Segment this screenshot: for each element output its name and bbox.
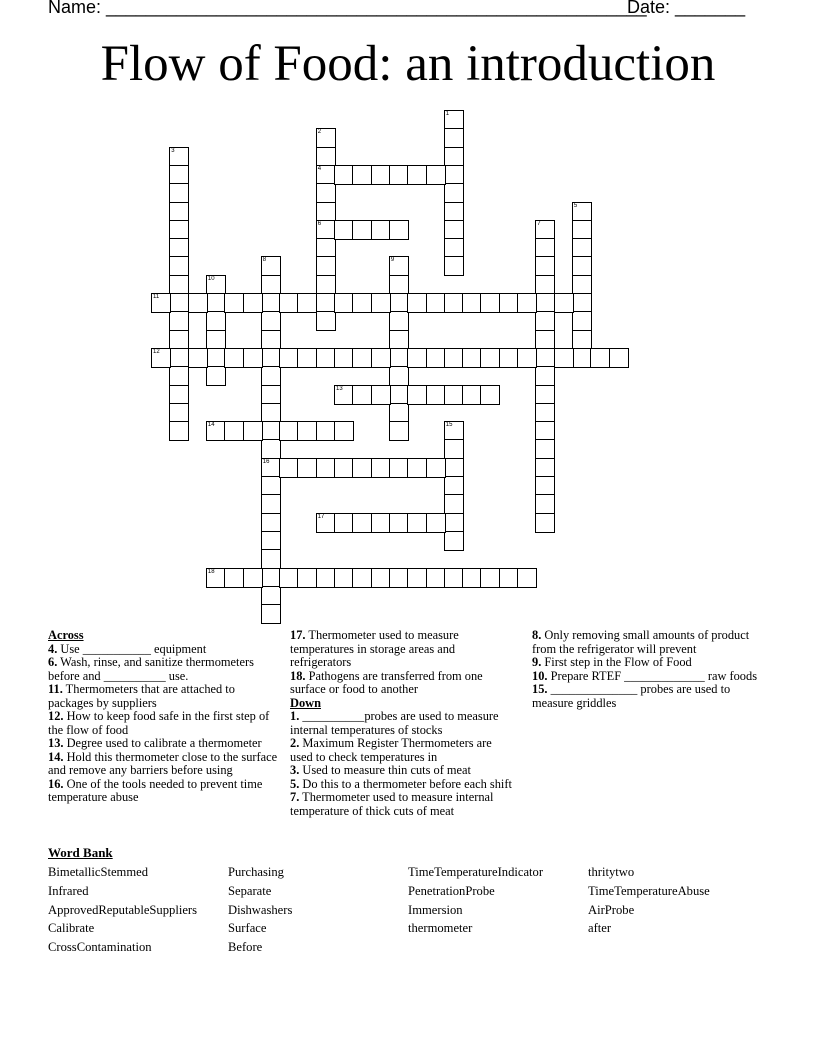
crossword-cell[interactable] xyxy=(572,311,592,331)
crossword-cell[interactable] xyxy=(371,165,391,185)
crossword-cell[interactable] xyxy=(535,348,555,368)
clue-down-3: 3. Used to measure thin cuts of meat xyxy=(290,763,471,777)
crossword-cell[interactable] xyxy=(334,165,354,185)
crossword-cell[interactable] xyxy=(389,385,409,405)
crossword-cell[interactable] xyxy=(188,348,208,368)
clue-number: 6 xyxy=(317,220,322,227)
crossword-cell[interactable] xyxy=(279,348,299,368)
crossword-cell[interactable] xyxy=(316,421,336,441)
crossword-cell[interactable] xyxy=(334,385,354,405)
crossword-cell[interactable] xyxy=(389,568,409,588)
crossword-cell[interactable] xyxy=(261,513,281,533)
crossword-cell[interactable] xyxy=(279,458,299,478)
clue-number: 18 xyxy=(207,568,215,575)
crossword-cell[interactable] xyxy=(261,586,281,606)
crossword-cell[interactable] xyxy=(407,165,427,185)
crossword-cell[interactable] xyxy=(316,348,336,368)
crossword-cell[interactable] xyxy=(389,220,409,240)
crossword-cell[interactable] xyxy=(462,568,482,588)
crossword-cell[interactable] xyxy=(206,275,226,295)
crossword-cell[interactable] xyxy=(499,568,519,588)
name-field-label: Name: ______________________________________________________ xyxy=(48,0,647,17)
crossword-cell[interactable] xyxy=(535,220,555,240)
crossword-cell[interactable] xyxy=(426,293,446,313)
crossword-cell[interactable] xyxy=(535,293,555,313)
crossword-cell[interactable] xyxy=(517,293,537,313)
crossword-cell[interactable] xyxy=(151,348,171,368)
crossword-cell[interactable] xyxy=(535,421,555,441)
clue-down-7: 7. Thermometer used to measure internal temperature of thick cuts of meat xyxy=(290,790,494,818)
crossword-cell[interactable] xyxy=(316,275,336,295)
crossword-cell[interactable] xyxy=(297,568,317,588)
crossword-cell[interactable] xyxy=(535,513,555,533)
crossword-cell[interactable] xyxy=(206,421,226,441)
crossword-cell[interactable] xyxy=(407,348,427,368)
clue-column-1 xyxy=(48,629,280,805)
crossword-cell[interactable] xyxy=(426,348,446,368)
word-bank-column-1 xyxy=(48,863,197,957)
crossword-cell[interactable] xyxy=(279,568,299,588)
crossword-cell[interactable] xyxy=(407,385,427,405)
word-bank-column-4 xyxy=(588,863,710,938)
crossword-cell[interactable] xyxy=(444,256,464,276)
crossword-cell[interactable] xyxy=(444,568,464,588)
clue-down-5: 5. Do this to a thermometer before each shift xyxy=(290,776,512,791)
clue-number: 4 xyxy=(317,165,322,172)
crossword-cell[interactable] xyxy=(572,202,592,222)
word-bank-item: AirProbe xyxy=(588,902,635,917)
crossword-cell[interactable] xyxy=(169,403,189,423)
clue-number: 7 xyxy=(537,220,541,227)
crossword-cell[interactable] xyxy=(462,385,482,405)
crossword-cell[interactable] xyxy=(261,531,281,551)
crossword-cell[interactable] xyxy=(316,238,336,258)
crossword-cell[interactable] xyxy=(261,330,281,350)
crossword-cell[interactable] xyxy=(444,385,464,405)
crossword-cell[interactable] xyxy=(480,348,500,368)
across-heading: Across xyxy=(48,628,84,642)
word-bank-item: ApprovedReputableSuppliers xyxy=(48,902,197,917)
crossword-cell[interactable] xyxy=(261,604,281,624)
word-bank-item: Dishwashers xyxy=(228,902,293,917)
crossword-cell[interactable] xyxy=(316,293,336,313)
word-bank-item: BimetallicStemmed xyxy=(48,865,149,879)
crossword-cell[interactable] xyxy=(572,275,592,295)
crossword-cell[interactable] xyxy=(572,348,592,368)
crossword-cell[interactable] xyxy=(407,568,427,588)
clue-down-1: 1. __________probes are used to measure internal temperatures of stocks xyxy=(290,709,499,737)
crossword-cell[interactable] xyxy=(206,348,226,368)
crossword-cell[interactable] xyxy=(316,183,336,203)
clue-number: 17 xyxy=(317,513,325,520)
clue-down-8: 8. Only removing small amounts of product from the refrigerator will prevent xyxy=(532,628,750,656)
word-bank-column-3 xyxy=(408,863,543,938)
crossword-cell[interactable] xyxy=(389,311,409,331)
crossword-cell[interactable] xyxy=(554,348,574,368)
crossword-cell[interactable] xyxy=(371,220,391,240)
crossword-cell[interactable] xyxy=(188,293,208,313)
crossword-cell[interactable] xyxy=(334,348,354,368)
clue-number: 8 xyxy=(262,257,267,264)
crossword-cell[interactable] xyxy=(554,293,574,313)
crossword-cell[interactable] xyxy=(151,293,171,313)
crossword-cell[interactable] xyxy=(169,366,189,386)
crossword-cell[interactable] xyxy=(243,568,263,588)
word-bank-column-2 xyxy=(228,863,292,957)
clue-number: 5 xyxy=(573,202,578,209)
crossword-cell[interactable] xyxy=(169,293,189,313)
crossword-cell[interactable] xyxy=(444,348,464,368)
crossword-cell[interactable] xyxy=(169,183,189,203)
crossword-cell[interactable] xyxy=(444,439,464,459)
down-heading: Down xyxy=(290,695,321,710)
crossword-cell[interactable] xyxy=(444,202,464,222)
crossword-cell[interactable] xyxy=(169,421,189,441)
clue-number: 9 xyxy=(390,257,395,264)
crossword-cell[interactable] xyxy=(261,275,281,295)
crossword-cell[interactable] xyxy=(535,403,555,423)
crossword-cell[interactable] xyxy=(297,293,317,313)
crossword-cell[interactable] xyxy=(535,458,555,478)
crossword-cell[interactable] xyxy=(243,421,263,441)
crossword-cell[interactable] xyxy=(334,421,354,441)
clue-column-2 xyxy=(290,629,516,818)
crossword-cell[interactable] xyxy=(169,330,189,350)
crossword-cell[interactable] xyxy=(169,275,189,295)
crossword-cell[interactable] xyxy=(444,220,464,240)
crossword-cell[interactable] xyxy=(535,476,555,496)
word-bank-item: thermometer xyxy=(408,921,473,936)
crossword-cell[interactable] xyxy=(261,494,281,514)
clue-number: 13 xyxy=(336,385,343,392)
crossword-cell[interactable] xyxy=(224,293,244,313)
crossword-cell[interactable] xyxy=(261,293,281,313)
crossword-cell[interactable] xyxy=(279,293,299,313)
crossword-cell[interactable] xyxy=(407,513,427,533)
crossword-cell[interactable] xyxy=(426,568,446,588)
crossword-cell[interactable] xyxy=(535,439,555,459)
clue-down-2: 2. Maximum Register Thermometers are used to check temperatures in xyxy=(290,736,492,764)
clue-number: 12 xyxy=(153,348,160,355)
crossword-cell[interactable] xyxy=(462,293,482,313)
clue-down-10: 10. Prepare RTEF _____________ raw foods xyxy=(532,668,758,683)
crossword-cell[interactable] xyxy=(261,256,281,276)
crossword-cell[interactable] xyxy=(444,147,464,167)
crossword-cell[interactable] xyxy=(371,348,391,368)
crossword-cell[interactable] xyxy=(261,421,281,441)
crossword-cell[interactable] xyxy=(535,238,555,258)
crossword-cell[interactable] xyxy=(444,531,464,551)
clue-column-3 xyxy=(532,629,768,710)
crossword-cell[interactable] xyxy=(389,256,409,276)
crossword-cell[interactable] xyxy=(169,220,189,240)
crossword-cell[interactable] xyxy=(334,458,354,478)
crossword-cell[interactable] xyxy=(352,458,372,478)
crossword-cell[interactable] xyxy=(261,385,281,405)
crossword-cell[interactable] xyxy=(261,549,281,569)
word-bank-item: after xyxy=(588,921,612,936)
crossword-cell[interactable] xyxy=(480,385,500,405)
crossword-cell[interactable] xyxy=(224,421,244,441)
crossword-cell[interactable] xyxy=(499,293,519,313)
crossword-cell[interactable] xyxy=(316,202,336,222)
word-bank-heading: Word Bank xyxy=(48,845,113,860)
crossword-cell[interactable] xyxy=(206,330,226,350)
crossword-cell[interactable] xyxy=(352,568,372,588)
clue-across-17: 17. Thermometer used to measure temperatures in storage areas and refrigerators xyxy=(290,628,459,669)
crossword-cell[interactable] xyxy=(407,458,427,478)
crossword-cell[interactable] xyxy=(572,238,592,258)
crossword-cell[interactable] xyxy=(389,348,409,368)
clue-number: 11 xyxy=(153,294,160,300)
crossword-cell[interactable] xyxy=(535,385,555,405)
clue-down-15: 15. ______________ probes are used to measure griddles xyxy=(532,682,731,710)
crossword-cell[interactable] xyxy=(371,568,391,588)
clue-across-11: 11. Thermometers that are attached to packages by suppliers xyxy=(48,682,235,710)
clue-number: 1 xyxy=(445,111,450,117)
word-bank-item: Purchasing xyxy=(228,865,284,879)
crossword-cell[interactable] xyxy=(535,330,555,350)
word-bank-item: Surface xyxy=(228,921,267,936)
crossword-cell[interactable] xyxy=(407,293,427,313)
crossword-cell[interactable] xyxy=(261,403,281,423)
crossword-cell[interactable] xyxy=(352,385,372,405)
crossword-cell[interactable] xyxy=(261,476,281,496)
crossword-cell[interactable] xyxy=(535,256,555,276)
crossword-cell[interactable] xyxy=(535,275,555,295)
clue-number: 2 xyxy=(317,129,322,136)
word-bank-item: Calibrate xyxy=(48,921,95,936)
clue-across-4: 4. Use ___________ equipment xyxy=(48,641,207,656)
crossword-cell[interactable] xyxy=(297,348,317,368)
clue-across-13: 13. Degree used to calibrate a thermometer xyxy=(48,736,262,750)
crossword-cell[interactable] xyxy=(169,311,189,331)
crossword-cell[interactable] xyxy=(261,311,281,331)
crossword-cell[interactable] xyxy=(389,165,409,185)
clue-number: 3 xyxy=(171,147,175,154)
crossword-cell[interactable] xyxy=(352,348,372,368)
crossword-cell[interactable] xyxy=(444,183,464,203)
clue-down-9: 9. First step in the Flow of Food xyxy=(532,655,692,669)
crossword-cell[interactable] xyxy=(316,165,336,185)
crossword-cell[interactable] xyxy=(444,421,464,441)
crossword-cell[interactable] xyxy=(389,275,409,295)
word-bank-item: Separate xyxy=(228,883,272,898)
clue-number: 14 xyxy=(207,422,215,429)
crossword-cell[interactable] xyxy=(261,366,281,386)
crossword-cell[interactable] xyxy=(590,348,610,368)
crossword-cell[interactable] xyxy=(572,330,592,350)
crossword-cell[interactable] xyxy=(352,165,372,185)
crossword-cell[interactable] xyxy=(609,348,629,368)
crossword-cell[interactable] xyxy=(389,458,409,478)
crossword-cell[interactable] xyxy=(261,348,281,368)
crossword-cell[interactable] xyxy=(572,256,592,276)
crossword-cell[interactable] xyxy=(444,458,464,478)
word-bank-item: PenetrationProbe xyxy=(408,883,495,898)
crossword-cell[interactable] xyxy=(444,494,464,514)
word-bank-item: Infrared xyxy=(48,883,89,898)
date-field-label: Date: _______ xyxy=(627,0,746,17)
crossword-cell[interactable] xyxy=(517,348,537,368)
crossword-cell[interactable] xyxy=(316,311,336,331)
crossword-cell[interactable] xyxy=(389,330,409,350)
crossword-cell[interactable] xyxy=(169,385,189,405)
word-bank-item: Before xyxy=(228,940,263,955)
crossword-cell[interactable] xyxy=(371,385,391,405)
crossword-cell[interactable] xyxy=(224,348,244,368)
crossword-cell[interactable] xyxy=(389,293,409,313)
crossword-cell[interactable] xyxy=(243,348,263,368)
crossword-cell[interactable] xyxy=(334,220,354,240)
crossword-cell[interactable] xyxy=(243,293,263,313)
crossword-cell[interactable] xyxy=(206,293,226,313)
crossword-cell[interactable] xyxy=(389,513,409,533)
crossword-cell[interactable] xyxy=(169,147,189,167)
crossword-cell[interactable] xyxy=(316,568,336,588)
crossword-cell[interactable] xyxy=(535,311,555,331)
crossword-cell[interactable] xyxy=(297,458,317,478)
crossword-cell[interactable] xyxy=(480,293,500,313)
crossword-cell[interactable] xyxy=(444,238,464,258)
crossword-cell[interactable] xyxy=(352,513,372,533)
clue-across-14: 14. Hold this thermometer close to the surface and remove any barriers before using xyxy=(48,749,278,777)
crossword-cell[interactable] xyxy=(297,421,317,441)
crossword-cell[interactable] xyxy=(444,513,464,533)
clue-across-6: 6. Wash, rinse, and sanitize thermometers before and __________ use. xyxy=(48,655,254,683)
crossword-cell[interactable] xyxy=(389,366,409,386)
word-bank-item: Immersion xyxy=(408,902,463,917)
crossword-cell[interactable] xyxy=(426,513,446,533)
crossword-cell[interactable] xyxy=(224,568,244,588)
crossword-cell[interactable] xyxy=(389,403,409,423)
crossword-cell[interactable] xyxy=(444,110,464,130)
crossword-cell[interactable] xyxy=(169,202,189,222)
crossword-cell[interactable] xyxy=(352,220,372,240)
crossword-cell[interactable] xyxy=(316,458,336,478)
clue-number: 10 xyxy=(207,275,215,282)
clue-number: 16 xyxy=(262,458,270,465)
crossword-cell[interactable] xyxy=(316,128,336,148)
crossword-cell[interactable] xyxy=(261,458,281,478)
crossword-cell[interactable] xyxy=(572,220,592,240)
word-bank-item: CrossContamination xyxy=(48,940,152,955)
crossword-cell[interactable] xyxy=(169,256,189,276)
crossword-cell[interactable] xyxy=(169,348,189,368)
crossword-cell[interactable] xyxy=(499,348,519,368)
crossword-cell[interactable] xyxy=(444,128,464,148)
crossword-cell[interactable] xyxy=(169,238,189,258)
crossword-cell[interactable] xyxy=(352,293,372,313)
crossword-cell[interactable] xyxy=(444,293,464,313)
clue-number: 15 xyxy=(445,422,453,429)
crossword-cell[interactable] xyxy=(334,293,354,313)
clue-across-12: 12. How to keep food safe in the first step of the flow of food xyxy=(48,709,270,737)
word-bank-item: TimeTemperatureIndicator xyxy=(408,865,544,879)
crossword-cell[interactable] xyxy=(462,348,482,368)
crossword-cell[interactable] xyxy=(334,568,354,588)
crossword-cell[interactable] xyxy=(316,513,336,533)
crossword-cell[interactable] xyxy=(444,165,464,185)
crossword-cell[interactable] xyxy=(389,421,409,441)
crossword-cell[interactable] xyxy=(316,220,336,240)
crossword-cell[interactable] xyxy=(371,293,391,313)
crossword-cell[interactable] xyxy=(371,458,391,478)
crossword-cell[interactable] xyxy=(444,476,464,496)
crossword-cell[interactable] xyxy=(261,439,281,459)
crossword-cell[interactable] xyxy=(371,513,391,533)
clue-across-18: 18. Pathogens are transferred from one surface or food to another xyxy=(290,668,483,696)
crossword-cell[interactable] xyxy=(279,421,299,441)
crossword-cell[interactable] xyxy=(426,385,446,405)
crossword-cell[interactable] xyxy=(535,366,555,386)
crossword-cell[interactable] xyxy=(316,256,336,276)
crossword-cell[interactable] xyxy=(316,147,336,167)
crossword-cell[interactable] xyxy=(261,568,281,588)
crossword-cell[interactable] xyxy=(169,165,189,185)
clue-across-16: 16. One of the tools needed to prevent time temperature abuse xyxy=(48,776,263,804)
word-bank-item: thritytwo xyxy=(588,865,635,879)
crossword-cell[interactable] xyxy=(334,513,354,533)
crossword-cell[interactable] xyxy=(480,568,500,588)
crossword-cell[interactable] xyxy=(426,458,446,478)
crossword-cell[interactable] xyxy=(535,494,555,514)
crossword-cell[interactable] xyxy=(517,568,537,588)
page-title: Flow of Food: an introduction xyxy=(100,36,716,92)
crossword-cell[interactable] xyxy=(206,311,226,331)
word-bank-item: TimeTemperatureAbuse xyxy=(588,883,710,898)
crossword-cell[interactable] xyxy=(206,366,226,386)
crossword-cell[interactable] xyxy=(426,165,446,185)
crossword-cell[interactable] xyxy=(206,568,226,588)
crossword-cell[interactable] xyxy=(572,293,592,313)
